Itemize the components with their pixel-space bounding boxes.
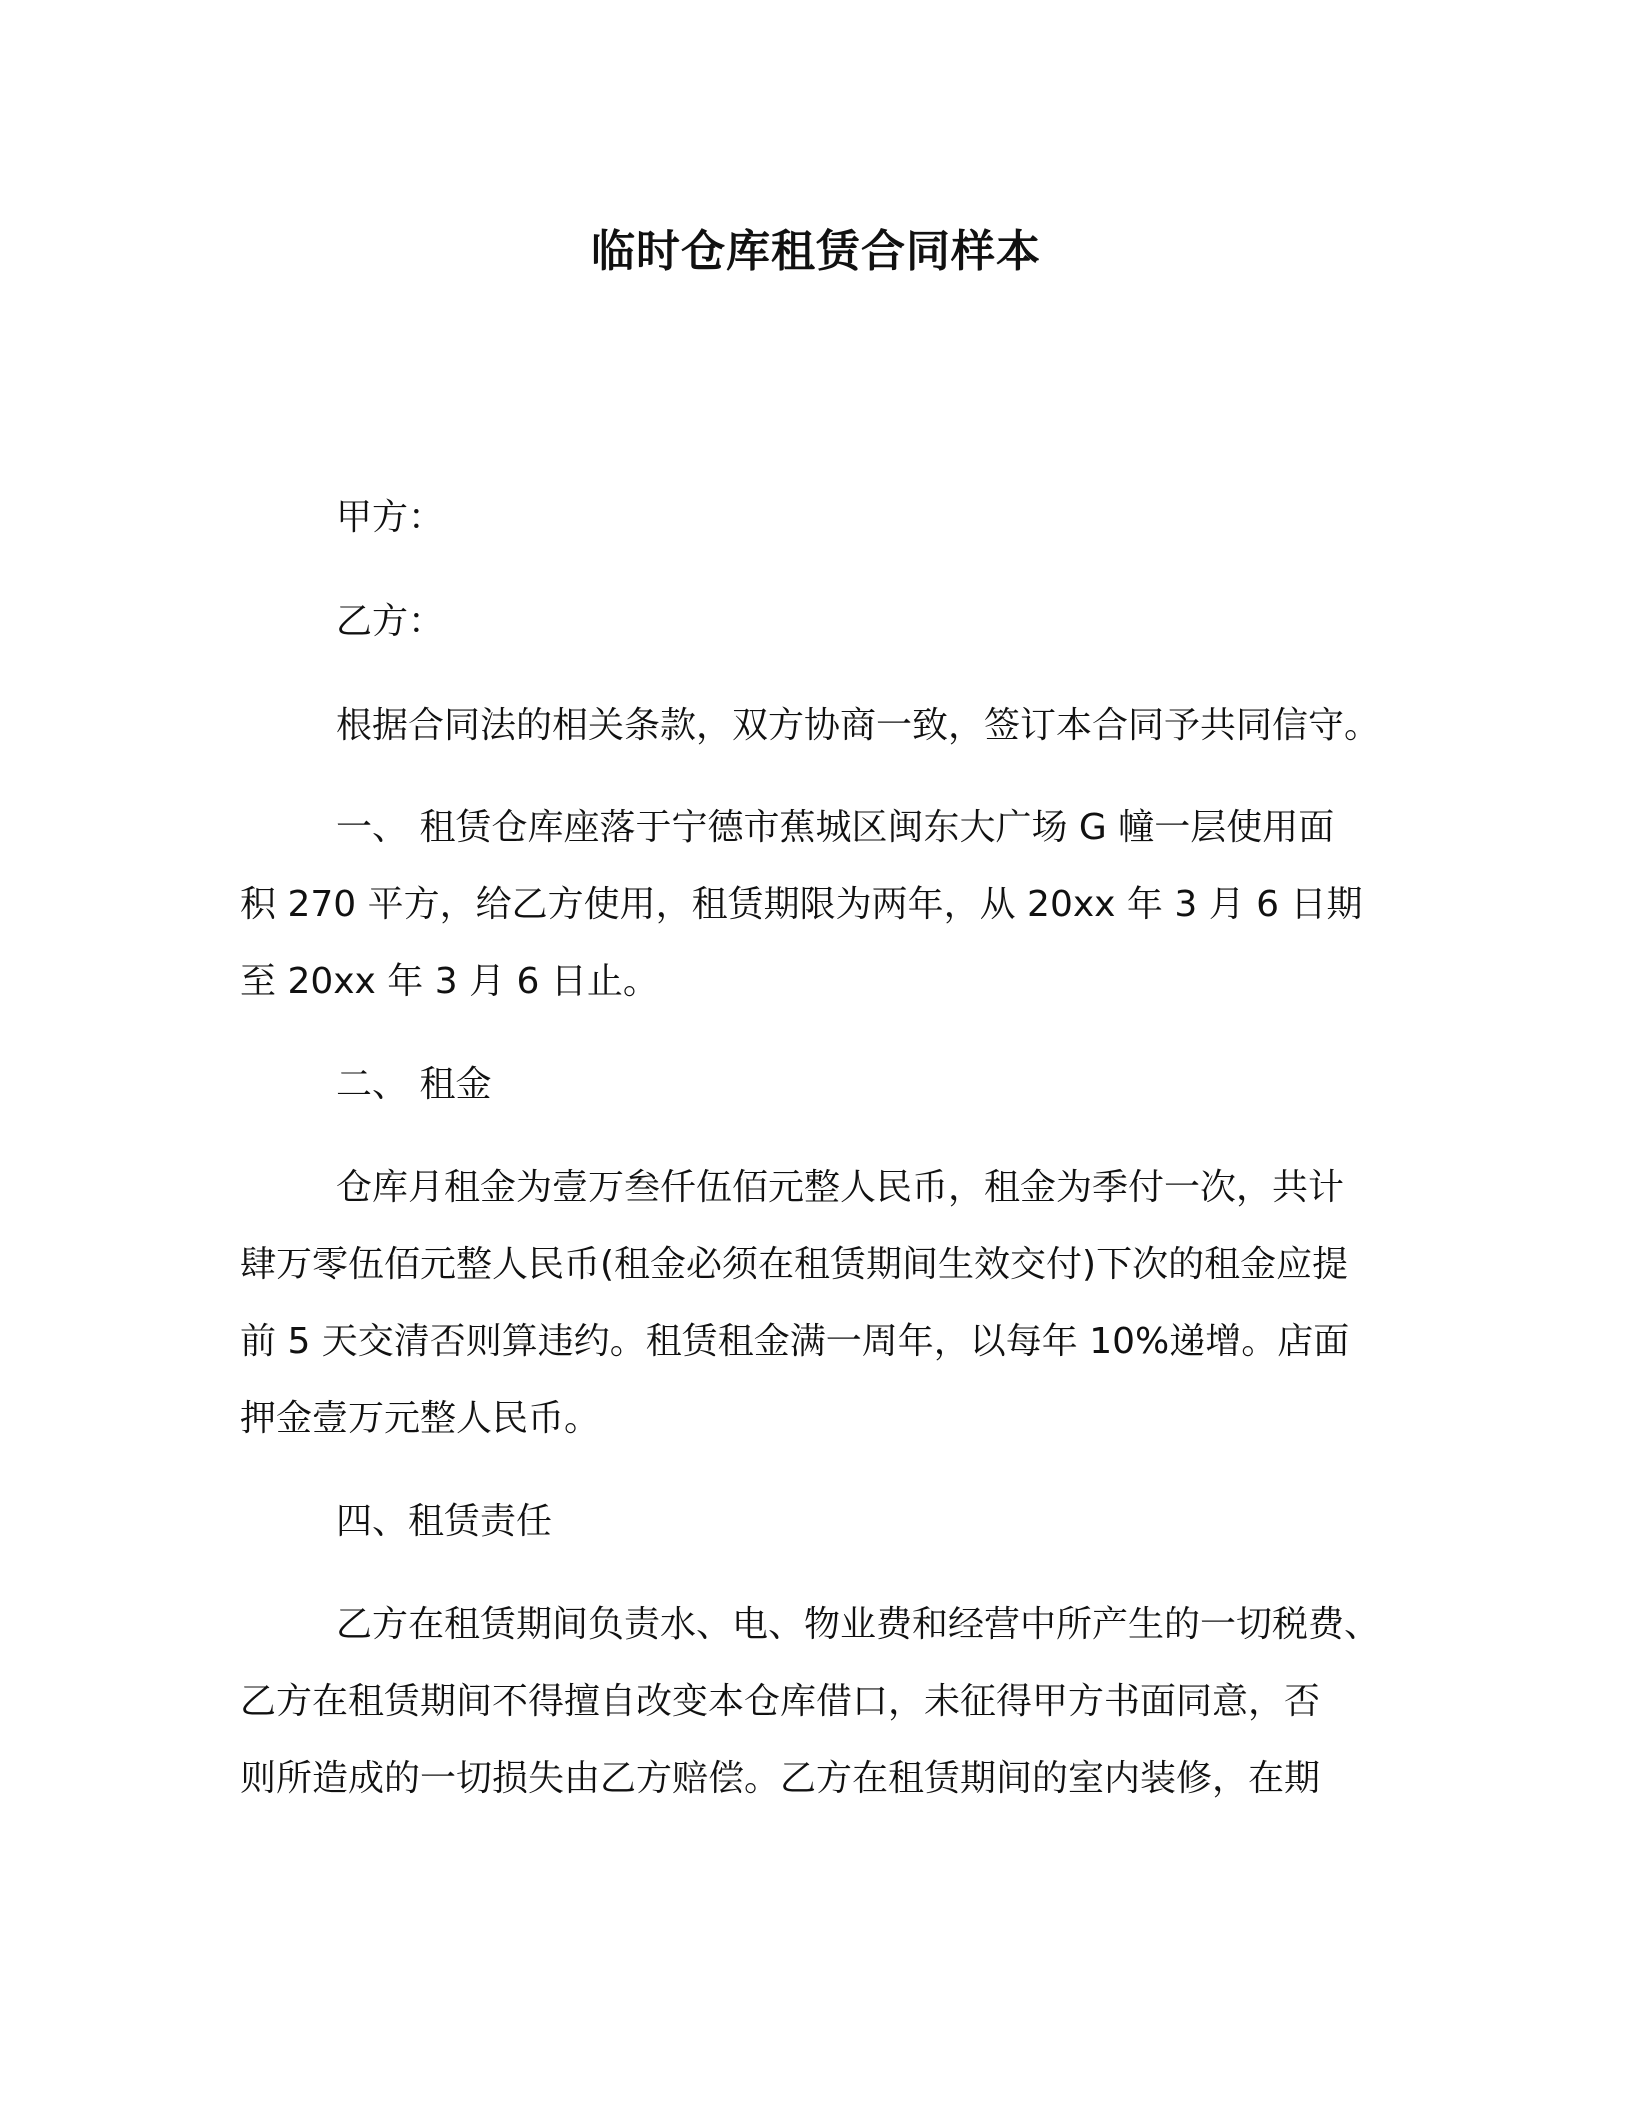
clause4-line: 则所造成的一切损失由乙方赔偿。乙方在租赁期间的室内装修，在期 bbox=[240, 1758, 1321, 1799]
clause1-line: 至 20xx 年 3 月 6 日止。 bbox=[240, 961, 659, 1002]
clause2-line: 肆万零伍佰元整人民币(租金必须在租赁期间生效交付)下次的租金应提 bbox=[240, 1244, 1349, 1285]
preamble-paragraph: 根据合同法的相关条款，双方协商一致，签订本合同予共同信守。 bbox=[336, 705, 1381, 746]
clause2-line: 仓库月租金为壹万叁仟伍佰元整人民币，租金为季付一次，共计 bbox=[336, 1167, 1345, 1208]
clause1-line: 一、 租赁仓库座落于宁德市蕉城区闽东大广场 G 幢一层使用面 bbox=[336, 807, 1335, 848]
clause1-line: 积 270 平方，给乙方使用，租赁期限为两年，从 20xx 年 3 月 6 日期 bbox=[240, 884, 1363, 925]
clause2-heading: 二、 租金 bbox=[336, 1064, 492, 1105]
clause4-line: 乙方在租赁期间负责水、电、物业费和经营中所产生的一切税费、 bbox=[336, 1604, 1381, 1645]
document-title: 临时仓库租赁合同样本 bbox=[591, 226, 1041, 277]
clause2-line: 押金壹万元整人民币。 bbox=[240, 1398, 601, 1439]
party-b-label: 乙方： bbox=[336, 601, 445, 642]
clause4-line: 乙方在租赁期间不得擅自改变本仓库借口，未征得甲方书面同意，否 bbox=[240, 1681, 1321, 1722]
party-a-label: 甲方： bbox=[336, 497, 445, 538]
clause4-heading: 四、租赁责任 bbox=[336, 1501, 553, 1542]
clause2-line: 前 5 天交清否则算违约。租赁租金满一周年，以每年 10%递增。店面 bbox=[240, 1321, 1350, 1362]
